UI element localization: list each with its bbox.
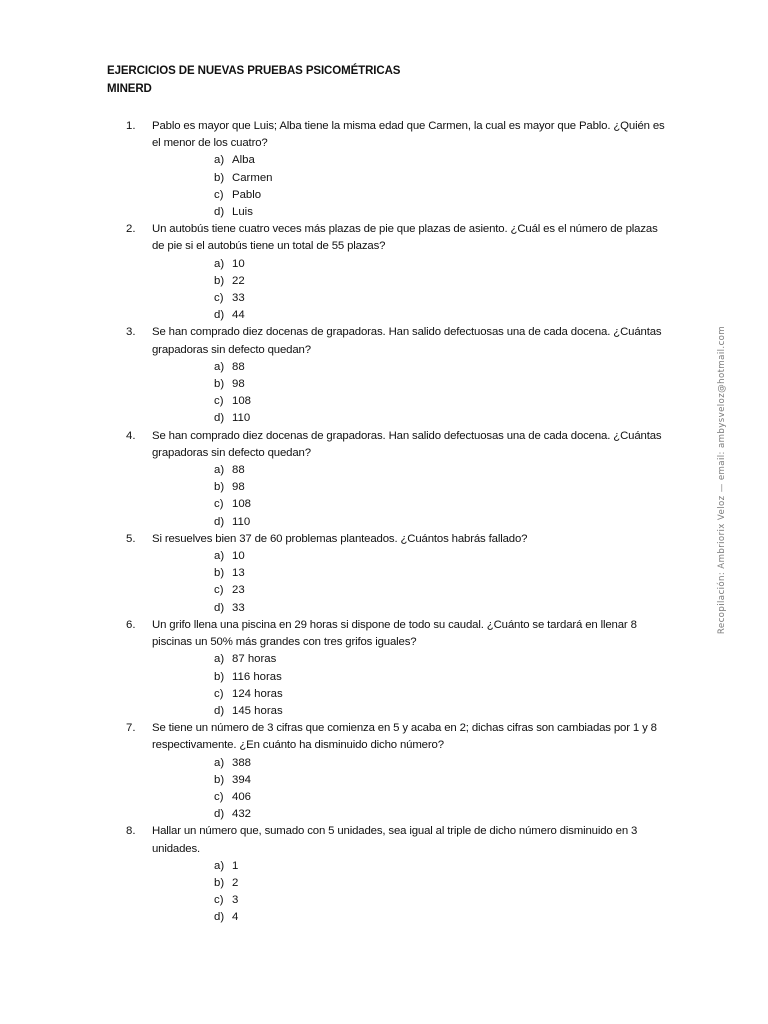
- option-text: 108: [232, 498, 252, 511]
- option-text: 110: [232, 412, 251, 425]
- answer-option: [214, 875, 666, 892]
- option-letter: c): [214, 292, 224, 305]
- question-item: [126, 221, 666, 324]
- answer-option: [214, 514, 666, 531]
- option-letter: d): [214, 412, 225, 425]
- document-subtitle: MINERD: [107, 83, 152, 95]
- option-text: 88: [232, 464, 245, 477]
- answer-option: [214, 806, 666, 823]
- answer-option: [214, 703, 666, 720]
- option-letter: b): [214, 876, 225, 889]
- answer-option: [214, 462, 666, 479]
- option-letter: b): [214, 274, 225, 287]
- option-text: 10: [232, 257, 245, 270]
- document-header: [107, 62, 400, 98]
- question-number: 2.: [126, 223, 136, 236]
- option-letter: b): [214, 567, 225, 580]
- option-letter: d): [214, 515, 225, 528]
- question-item: [126, 428, 666, 531]
- question-text: Un grifo llena una piscina en 29 horas si dispone de todo su caudal. ¿Cuánto se tardará en llenar 8 piscinas un 50% más grandes con tres grifos iguales?: [152, 618, 637, 649]
- answer-options: [152, 152, 666, 221]
- question-text: Pablo es mayor que Luis; Alba tiene la misma edad que Carmen, la cual es mayor que Pablo. ¿Quién es el menor de los cuatro?: [152, 120, 665, 150]
- question-text: Se han comprado diez docenas de grapadoras. Han salido defectuosas una de cada docena. ¿Cuántas grapadoras sin defecto quedan?: [152, 429, 662, 459]
- option-letter: a): [214, 859, 225, 872]
- question-item: [126, 823, 666, 926]
- question-text: Si resuelves bien 37 de 60 problemas planteados. ¿Cuántos habrás fallado?: [152, 532, 528, 545]
- option-text: Pablo: [232, 188, 262, 201]
- option-text: 432: [232, 808, 252, 821]
- answer-option: [214, 256, 666, 273]
- answer-option: [214, 548, 666, 565]
- option-text: 388: [232, 756, 252, 769]
- option-text: 98: [232, 481, 245, 494]
- option-text: 1: [232, 859, 239, 872]
- question-number: 3.: [126, 326, 136, 339]
- question-item: [126, 617, 666, 720]
- answer-option: [214, 651, 666, 668]
- question-item: [126, 531, 666, 617]
- question-number: 5.: [126, 532, 136, 545]
- answer-option: [214, 909, 666, 926]
- answer-option: [214, 479, 666, 496]
- option-letter: d): [214, 911, 225, 924]
- option-letter: b): [214, 773, 225, 786]
- answer-option: [214, 152, 666, 169]
- question-item: [126, 720, 666, 823]
- answer-option: [214, 290, 666, 307]
- option-text: 406: [232, 790, 252, 803]
- option-text: 108: [232, 395, 252, 408]
- option-text: Carmen: [232, 171, 273, 184]
- answer-options: [152, 651, 666, 720]
- option-text: 88: [232, 360, 245, 373]
- answer-option: [214, 187, 666, 204]
- compiler-credit: Recopilación: Ambriorix Veloz — email: ambysveloz@hotmail.com: [717, 325, 727, 635]
- option-letter: c): [214, 790, 224, 803]
- answer-option: [214, 307, 666, 324]
- option-letter: d): [214, 206, 225, 219]
- option-text: 87 horas: [232, 653, 277, 666]
- option-text: 394: [232, 773, 252, 786]
- answer-option: [214, 686, 666, 703]
- answer-option: [214, 496, 666, 513]
- option-letter: b): [214, 171, 225, 184]
- document-title: EJERCICIOS DE NUEVAS PRUEBAS PSICOMÉTRICAS: [107, 65, 401, 77]
- option-text: 3: [232, 894, 239, 907]
- answer-option: [214, 170, 666, 187]
- option-text: 10: [232, 550, 245, 563]
- option-text: 145 horas: [232, 704, 283, 717]
- question-number: 6.: [126, 618, 136, 631]
- option-letter: b): [214, 481, 225, 494]
- option-text: 110: [232, 515, 251, 528]
- answer-options: [152, 755, 666, 824]
- option-letter: a): [214, 257, 225, 270]
- answer-options: [152, 548, 666, 617]
- answer-option: [214, 376, 666, 393]
- option-text: 98: [232, 378, 245, 391]
- option-letter: a): [214, 360, 225, 373]
- answer-option: [214, 600, 666, 617]
- answer-option: [214, 565, 666, 582]
- option-text: Alba: [232, 154, 255, 167]
- option-text: 33: [232, 601, 245, 614]
- option-letter: d): [214, 808, 225, 821]
- option-letter: c): [214, 498, 224, 511]
- question-text: Se han comprado diez docenas de grapadoras. Han salido defectuosas una de cada docena. ¿Cuántas grapadoras sin defecto quedan?: [152, 326, 662, 356]
- question-text: Un autobús tiene cuatro veces más plazas de pie que plazas de asiento. ¿Cuál es el número de plazas de pie si el autobús tiene un total de 55 plazas?: [152, 223, 658, 253]
- option-letter: c): [214, 894, 224, 907]
- option-text: 4: [232, 911, 239, 924]
- question-text: Hallar un número que, sumado con 5 unidades, sea igual al triple de dicho número disminuido en 3 unidades.: [152, 825, 638, 855]
- answer-options: [152, 462, 666, 531]
- option-letter: a): [214, 154, 225, 167]
- option-letter: a): [214, 653, 225, 666]
- question-item: [126, 324, 666, 427]
- option-letter: c): [214, 687, 224, 700]
- option-letter: c): [214, 188, 224, 201]
- option-letter: a): [214, 756, 225, 769]
- option-text: Luis: [232, 206, 253, 219]
- option-text: 116 horas: [232, 670, 282, 683]
- question-list: [126, 118, 666, 927]
- answer-option: [214, 393, 666, 410]
- answer-option: [214, 273, 666, 290]
- option-letter: b): [214, 670, 225, 683]
- answer-option: [214, 892, 666, 909]
- question-number: 1.: [126, 120, 136, 132]
- answer-options: [152, 858, 666, 927]
- option-text: 22: [232, 274, 245, 287]
- answer-option: [214, 669, 666, 686]
- option-letter: d): [214, 309, 225, 322]
- answer-option: [214, 772, 666, 789]
- answer-option: [214, 858, 666, 875]
- option-text: 33: [232, 292, 245, 305]
- answer-option: [214, 789, 666, 806]
- question-number: 4.: [126, 429, 136, 442]
- answer-option: [214, 582, 666, 599]
- option-letter: a): [214, 464, 225, 477]
- question-text: Se tiene un número de 3 cifras que comienza en 5 y acaba en 2; dichas cifras son cambiadas por 1 y 8 respectivamente. ¿En cuánto ha disminuido dicho número?: [152, 722, 657, 752]
- question-number: 8.: [126, 825, 136, 838]
- answer-option: [214, 410, 666, 427]
- option-text: 13: [232, 567, 245, 580]
- option-letter: a): [214, 550, 225, 563]
- question-number: 7.: [126, 722, 136, 735]
- answer-options: [152, 256, 666, 325]
- answer-option: [214, 359, 666, 376]
- option-letter: d): [214, 601, 225, 614]
- question-item: [126, 118, 666, 221]
- option-text: 2: [232, 876, 239, 889]
- option-text: 124 horas: [232, 687, 283, 700]
- option-text: 23: [232, 584, 245, 597]
- answer-option: [214, 755, 666, 772]
- answer-options: [152, 359, 666, 428]
- option-letter: b): [214, 378, 225, 391]
- answer-option: [214, 204, 666, 221]
- option-letter: d): [214, 704, 225, 717]
- option-letter: c): [214, 584, 224, 597]
- option-letter: c): [214, 395, 224, 408]
- option-text: 44: [232, 309, 245, 322]
